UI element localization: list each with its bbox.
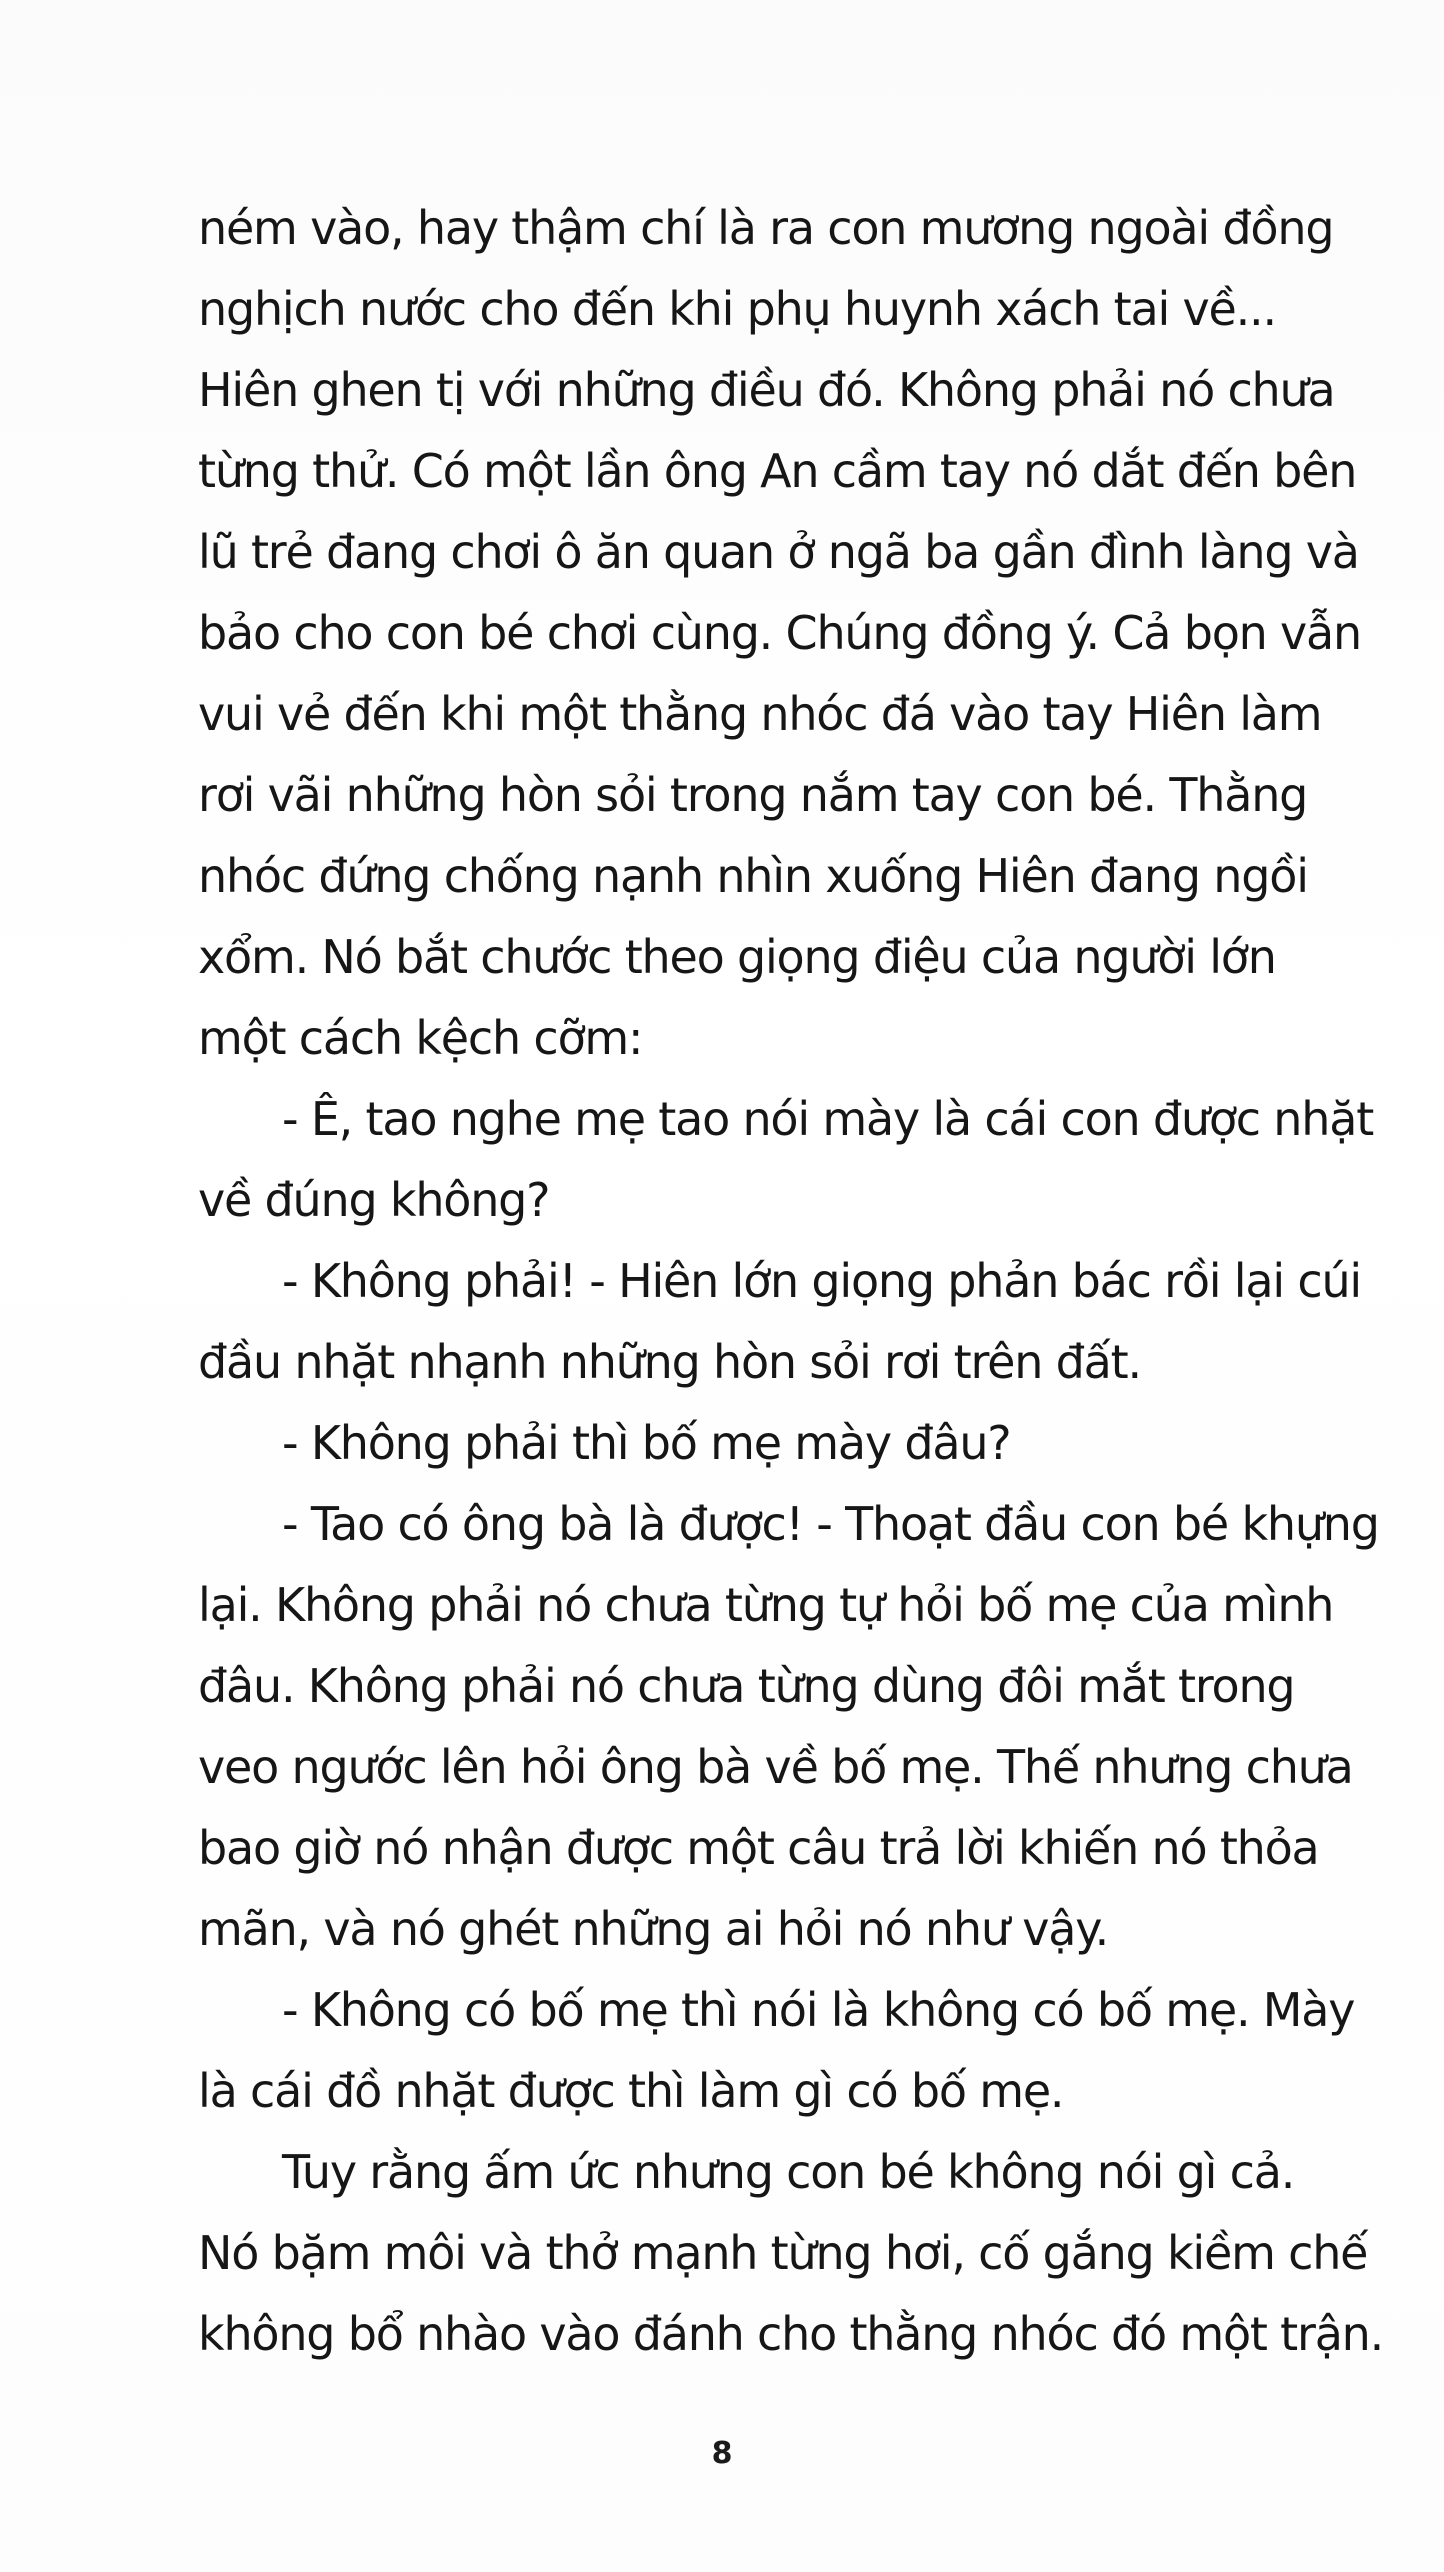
text-line: veo ngước lên hỏi ông bà về bố mẹ. Thế nhưng chưa — [198, 1740, 1353, 1794]
text-line: không bổ nhào vào đánh cho thằng nhóc đó một trận. — [198, 2307, 1384, 2361]
text-line: nhóc đứng chống nạnh nhìn xuống Hiên đang ngồi — [198, 849, 1308, 903]
text-line: về đúng không? — [198, 1173, 550, 1227]
text-line: Hiên ghen tị với những điều đó. Không phải nó chưa — [198, 363, 1335, 417]
text-line: rơi vãi những hòn sỏi trong nắm tay con bé. Thằng — [198, 768, 1308, 822]
text-line: nghịch nước cho đến khi phụ huynh xách tai về... — [198, 282, 1276, 336]
text-line: xổm. Nó bắt chước theo giọng điệu của người lớn — [198, 930, 1276, 984]
text-line: lại. Không phải nó chưa từng tự hỏi bố mẹ của mình — [198, 1578, 1334, 1632]
text-line: lũ trẻ đang chơi ô ăn quan ở ngã ba gần đình làng và — [198, 525, 1359, 579]
text-line: - Tao có ông bà là được! - Thoạt đầu con bé khựng — [282, 1497, 1379, 1551]
text-line: vui vẻ đến khi một thằng nhóc đá vào tay Hiên làm — [198, 687, 1322, 741]
text-line: bảo cho con bé chơi cùng. Chúng đồng ý. Cả bọn vẫn — [198, 606, 1361, 660]
text-line: - Không có bố mẹ thì nói là không có bố mẹ. Mày — [282, 1983, 1355, 2037]
text-line: ném vào, hay thậm chí là ra con mương ngoài đồng — [198, 201, 1334, 255]
text-line: mãn, và nó ghét những ai hỏi nó như vậy. — [198, 1902, 1109, 1956]
text-line: một cách kệch cỡm: — [198, 1011, 643, 1065]
text-line: đầu nhặt nhạnh những hòn sỏi rơi trên đất. — [198, 1335, 1141, 1389]
page-number: 8 — [711, 2436, 733, 2471]
text-line: - Không phải thì bố mẹ mày đâu? — [282, 1416, 1011, 1470]
text-line: từng thử. Có một lần ông An cầm tay nó dắt đến bên — [198, 444, 1357, 498]
text-line: đâu. Không phải nó chưa từng dùng đôi mắt trong — [198, 1659, 1295, 1713]
text-line: Nó bặm môi và thở mạnh từng hơi, cố gắng kiềm chế — [198, 2226, 1368, 2280]
body-text — [198, 188, 1390, 2375]
text-line: là cái đồ nhặt được thì làm gì có bố mẹ. — [198, 2064, 1064, 2118]
text-line: Tuy rằng ấm ức nhưng con bé không nói gì cả. — [282, 2145, 1295, 2199]
text-line: - Ê, tao nghe mẹ tao nói mày là cái con được nhặt — [282, 1092, 1374, 1146]
text-line: - Không phải! - Hiên lớn giọng phản bác rồi lại cúi — [282, 1254, 1361, 1308]
text-line: bao giờ nó nhận được một câu trả lời khiến nó thỏa — [198, 1821, 1319, 1875]
